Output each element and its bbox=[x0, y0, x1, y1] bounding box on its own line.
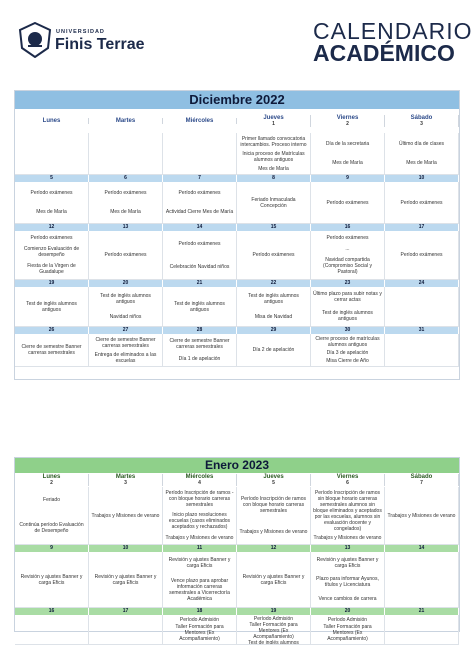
day-name-label: Viernes bbox=[336, 474, 359, 480]
day-cell bbox=[163, 487, 237, 545]
event-text: Test de inglés alumnos bbox=[248, 640, 299, 645]
day-cell bbox=[89, 287, 163, 327]
date-number: 5 bbox=[15, 175, 89, 182]
day-number: 1 bbox=[272, 121, 275, 127]
event-text: Cierre proceso de matrículas alumnos antiguos bbox=[315, 336, 380, 348]
day-cell bbox=[311, 334, 385, 367]
date-number: 16 bbox=[15, 608, 89, 615]
day-cell bbox=[237, 334, 311, 367]
day-cell bbox=[163, 182, 237, 224]
day-cell bbox=[237, 552, 311, 608]
day-number: 2 bbox=[346, 121, 349, 127]
event-text: Continúa período Evaluación de Desempeño bbox=[19, 521, 84, 534]
date-number: 29 bbox=[237, 327, 311, 334]
event-text: Día de la secretaria bbox=[325, 140, 370, 147]
date-number: 15 bbox=[237, 224, 311, 231]
date-number: 30 bbox=[311, 327, 385, 334]
day-cell bbox=[385, 615, 459, 645]
week-row bbox=[15, 334, 459, 367]
event-text: Navidad niños bbox=[109, 314, 142, 321]
day-cell bbox=[15, 334, 89, 367]
day-cell bbox=[89, 487, 163, 545]
day-cell bbox=[385, 552, 459, 608]
day-cell bbox=[15, 615, 89, 645]
event-text: Período exámenes bbox=[30, 234, 73, 241]
week-row bbox=[15, 182, 459, 224]
day-cell bbox=[385, 231, 459, 280]
date-number: 7 bbox=[163, 175, 237, 182]
day-cell bbox=[237, 182, 311, 224]
page-header bbox=[0, 0, 474, 88]
date-number: 22 bbox=[237, 280, 311, 287]
event-text: Día 3 de apelación bbox=[326, 350, 369, 356]
date-row bbox=[15, 545, 459, 552]
day-number: 4 bbox=[198, 480, 201, 486]
event-text: Vence cambios de carrera bbox=[318, 596, 377, 603]
day-name-0 bbox=[15, 118, 89, 124]
day-name-label: Miércoles bbox=[185, 474, 214, 480]
event-text: Fiesta de la Virgen de Guadalupe bbox=[27, 263, 76, 276]
day-cell bbox=[237, 133, 311, 175]
event-text: Cierre de semestre Banner carreras semestrales bbox=[169, 338, 230, 350]
day-name-label: Sábado bbox=[410, 115, 433, 121]
day-name-1 bbox=[89, 474, 163, 486]
event-text: Trabajos y Misiones de verano bbox=[313, 535, 382, 542]
date-number: 19 bbox=[237, 608, 311, 615]
date-number: 21 bbox=[163, 280, 237, 287]
event-text: Taller Formación para Mentores (Ex Acompañamiento) bbox=[249, 622, 298, 640]
day-number: 2 bbox=[50, 480, 53, 486]
day-cell bbox=[15, 182, 89, 224]
event-text: Período exámenes bbox=[104, 189, 147, 196]
event-text: Período Inscripción de ramos - con bloque horario carreras semestrales bbox=[165, 490, 234, 509]
date-row bbox=[15, 608, 459, 615]
day-number: 7 bbox=[420, 480, 423, 486]
event-text: Mes de María bbox=[258, 165, 289, 172]
day-name-1 bbox=[89, 118, 163, 124]
event-text: Trabajos y Misiones de verano bbox=[387, 512, 456, 519]
date-row bbox=[15, 280, 459, 287]
date-number: 27 bbox=[89, 327, 163, 334]
day-name-label: Jueves bbox=[263, 474, 284, 480]
date-row bbox=[15, 175, 459, 182]
date-number: 19 bbox=[15, 280, 89, 287]
week-row bbox=[15, 133, 459, 175]
day-cell bbox=[163, 552, 237, 608]
event-text: Actividad Cierre Mes de María bbox=[165, 209, 234, 216]
day-cell bbox=[311, 133, 385, 175]
day-cell bbox=[237, 615, 311, 645]
event-text: Inicia proceso de Matrículas alumnos antiguos bbox=[242, 150, 305, 163]
day-cell bbox=[311, 487, 385, 545]
day-number: 3 bbox=[124, 480, 127, 486]
week-row bbox=[15, 287, 459, 327]
event-text: Período exámenes bbox=[252, 252, 295, 258]
day-number: 3 bbox=[420, 121, 423, 127]
date-number: 31 bbox=[385, 327, 459, 334]
event-text: Revisión y ajustes Banner y carga Eficis bbox=[94, 573, 157, 586]
day-name-4 bbox=[311, 474, 385, 486]
date-number: 18 bbox=[163, 608, 237, 615]
event-text: Revisión y ajustes Banner y carga Eficis bbox=[20, 573, 83, 586]
day-name-3 bbox=[237, 115, 311, 127]
date-number: 26 bbox=[15, 327, 89, 334]
event-text: Revisión y ajustes Banner y carga Eficis bbox=[316, 556, 379, 569]
day-name-label: Miércoles bbox=[185, 118, 214, 124]
date-number: 28 bbox=[163, 327, 237, 334]
event-text: Trabajos y Misiones de verano bbox=[165, 534, 234, 541]
day-name-2 bbox=[163, 118, 237, 124]
date-number: 14 bbox=[385, 545, 459, 552]
day-cell bbox=[237, 487, 311, 545]
day-name-label: Sábado bbox=[410, 474, 433, 480]
event-text: Período Admisión bbox=[327, 616, 368, 623]
day-cell bbox=[385, 287, 459, 327]
page-title-line1: CALENDARIO bbox=[313, 18, 473, 44]
event-text: Test de inglés alumnos antiguos bbox=[248, 292, 299, 305]
event-text: Celebración Navidad niños bbox=[169, 263, 230, 270]
event-text: Test de inglés alumnos antiguos bbox=[174, 300, 225, 313]
day-name-3 bbox=[237, 474, 311, 486]
week-row bbox=[15, 615, 459, 645]
day-name-label: Martes bbox=[115, 118, 136, 124]
event-text: Período exámenes bbox=[104, 252, 147, 258]
event-text: Mes de María bbox=[36, 209, 67, 216]
event-text: Vence plazo para aprobar información carreras semestrales a Vicerrectoría Académica bbox=[169, 577, 230, 602]
day-cell bbox=[163, 615, 237, 645]
event-text: Período Inscripción de ramos con bloque horario carreras semestrales bbox=[240, 495, 307, 514]
date-number: 10 bbox=[89, 545, 163, 552]
event-text: Cierre de semestre Banner carreras semestrales bbox=[95, 336, 156, 349]
day-cell bbox=[89, 552, 163, 608]
day-cell bbox=[311, 287, 385, 327]
day-number: 6 bbox=[346, 480, 349, 486]
day-cell bbox=[311, 552, 385, 608]
date-number: 20 bbox=[311, 608, 385, 615]
date-number: 20 bbox=[89, 280, 163, 287]
day-cell bbox=[237, 231, 311, 280]
day-name-label: Martes bbox=[115, 474, 136, 480]
day-cell bbox=[385, 487, 459, 545]
university-name: Finis Terrae bbox=[55, 36, 145, 53]
day-cell bbox=[15, 487, 89, 545]
event-text: Feriado Inmaculada Concepción bbox=[251, 196, 296, 209]
date-number: 12 bbox=[15, 224, 89, 231]
day-name-4 bbox=[311, 115, 385, 127]
event-text: Último plazo para subir notas y cerrar actas bbox=[313, 291, 382, 304]
day-name-label: Jueves bbox=[263, 115, 284, 121]
calendar-january bbox=[14, 457, 460, 645]
day-cell bbox=[311, 615, 385, 645]
date-number: 24 bbox=[385, 280, 459, 287]
date-number: 16 bbox=[311, 224, 385, 231]
event-text: Período exámenes bbox=[400, 252, 443, 258]
event-text: Período exámenes bbox=[326, 234, 369, 241]
day-name-label: Lunes bbox=[42, 474, 61, 480]
week-row bbox=[15, 552, 459, 608]
event-text: Período exámenes bbox=[30, 189, 73, 196]
event-text: Período Inscripción de ramos sin bloque horario carreras semestrales alumnos sin bloque eliminados y aceptados por las escuelas, alumnos sin evaluación docente y congelados) bbox=[313, 489, 382, 532]
event-text: Período Admisión bbox=[253, 616, 294, 622]
event-text: Período Admisión bbox=[179, 616, 220, 623]
day-cell bbox=[385, 182, 459, 224]
event-text: Primer llamado convocatoria intercambios. Proceso interno bbox=[240, 135, 307, 148]
event-text: Plazo para informar Ayunos, títulos y Licenciatura bbox=[316, 576, 379, 589]
calendar-title: Diciembre 2022 bbox=[15, 91, 459, 109]
date-number: 8 bbox=[237, 175, 311, 182]
event-text: Inicio plazo resoluciones escuelas (casos eliminados aceptados y rechazados) bbox=[168, 512, 231, 531]
week-row bbox=[15, 487, 459, 545]
day-name-label: Viernes bbox=[336, 115, 359, 121]
event-text: Período exámenes bbox=[326, 199, 369, 206]
day-cell bbox=[163, 133, 237, 175]
day-cell bbox=[311, 231, 385, 280]
event-text: Revisión y ajustes Banner y carga Eficis bbox=[168, 557, 231, 570]
day-cell bbox=[89, 231, 163, 280]
day-cell bbox=[15, 231, 89, 280]
event-text: Feriado bbox=[43, 497, 60, 504]
day-cell bbox=[89, 133, 163, 175]
calendar-title: Enero 2023 bbox=[15, 458, 459, 473]
date-number: 6 bbox=[89, 175, 163, 182]
event-text: Período exámenes bbox=[178, 240, 221, 247]
date-number: 17 bbox=[89, 608, 163, 615]
page-title-line2: ACADÉMICO bbox=[313, 40, 455, 66]
event-text: Mes de María bbox=[110, 209, 141, 216]
date-number: 13 bbox=[89, 224, 163, 231]
date-row bbox=[15, 327, 459, 334]
event-text: Día 1 de apelación bbox=[178, 356, 221, 362]
event-text: Taller Formación para Mentores (Ex Acompañamiento) bbox=[323, 624, 372, 643]
day-cell bbox=[89, 615, 163, 645]
event-text: Comienzo Evaluación de desempeño bbox=[23, 245, 80, 258]
day-name-5 bbox=[385, 474, 459, 486]
date-number: 14 bbox=[163, 224, 237, 231]
event-text: Revisión y ajustes Banner y carga Eficis bbox=[242, 573, 305, 586]
date-number: 9 bbox=[311, 175, 385, 182]
day-cell bbox=[89, 334, 163, 367]
event-text: Test de inglés alumnos antiguos bbox=[100, 292, 151, 305]
date-number: 21 bbox=[385, 608, 459, 615]
event-text: ... bbox=[345, 245, 350, 252]
event-text: Test de inglés alumnos antiguos bbox=[322, 309, 373, 322]
event-text: Último día de clases bbox=[398, 140, 445, 147]
day-number: 5 bbox=[272, 480, 275, 486]
event-text: Misa Cierre de Año bbox=[326, 358, 369, 364]
day-cell bbox=[89, 182, 163, 224]
event-text: Trabajos y Misiones de verano bbox=[239, 529, 308, 536]
event-text: Período exámenes bbox=[178, 189, 221, 196]
date-row bbox=[15, 224, 459, 231]
event-text: Trabajos y Misiones de verano bbox=[91, 512, 160, 519]
calendar-december bbox=[14, 90, 460, 380]
day-name-5 bbox=[385, 115, 459, 127]
day-cell bbox=[163, 287, 237, 327]
day-cell bbox=[163, 231, 237, 280]
day-cell bbox=[15, 133, 89, 175]
event-text: Día 2 de apelación bbox=[252, 347, 295, 353]
day-name-label: Lunes bbox=[42, 118, 61, 124]
event-text: Mes de María bbox=[332, 160, 363, 167]
day-cell bbox=[237, 287, 311, 327]
day-cell bbox=[15, 287, 89, 327]
day-cell bbox=[385, 133, 459, 175]
day-cell bbox=[15, 552, 89, 608]
event-text: Entrega de eliminados a las escuelas bbox=[94, 351, 157, 364]
day-cell bbox=[385, 334, 459, 367]
date-number: 23 bbox=[311, 280, 385, 287]
date-number: 10 bbox=[385, 175, 459, 182]
event-text: Misa de Navidad bbox=[254, 314, 293, 321]
day-name-2 bbox=[163, 474, 237, 486]
day-cell bbox=[163, 334, 237, 367]
event-text: Test de inglés alumnos antiguos bbox=[26, 300, 77, 313]
event-text: Mes de María bbox=[406, 160, 437, 167]
event-text: Navidad compartida (Compromiso Social y Pastoral) bbox=[323, 257, 372, 276]
day-cell bbox=[311, 182, 385, 224]
week-row bbox=[15, 231, 459, 280]
event-text: Período exámenes bbox=[400, 199, 443, 206]
date-number: 13 bbox=[311, 545, 385, 552]
date-number: 12 bbox=[237, 545, 311, 552]
date-number: 11 bbox=[163, 545, 237, 552]
date-number: 9 bbox=[15, 545, 89, 552]
date-number: 17 bbox=[385, 224, 459, 231]
university-logo bbox=[18, 22, 52, 58]
event-text: Taller Formación para Mentores (Ex Acompañamiento) bbox=[175, 624, 224, 643]
event-text: Cierre de semestre Banner carreras semestrales bbox=[21, 344, 82, 356]
day-name-0 bbox=[15, 474, 89, 486]
university-label: UNIVERSIDAD bbox=[56, 29, 105, 35]
